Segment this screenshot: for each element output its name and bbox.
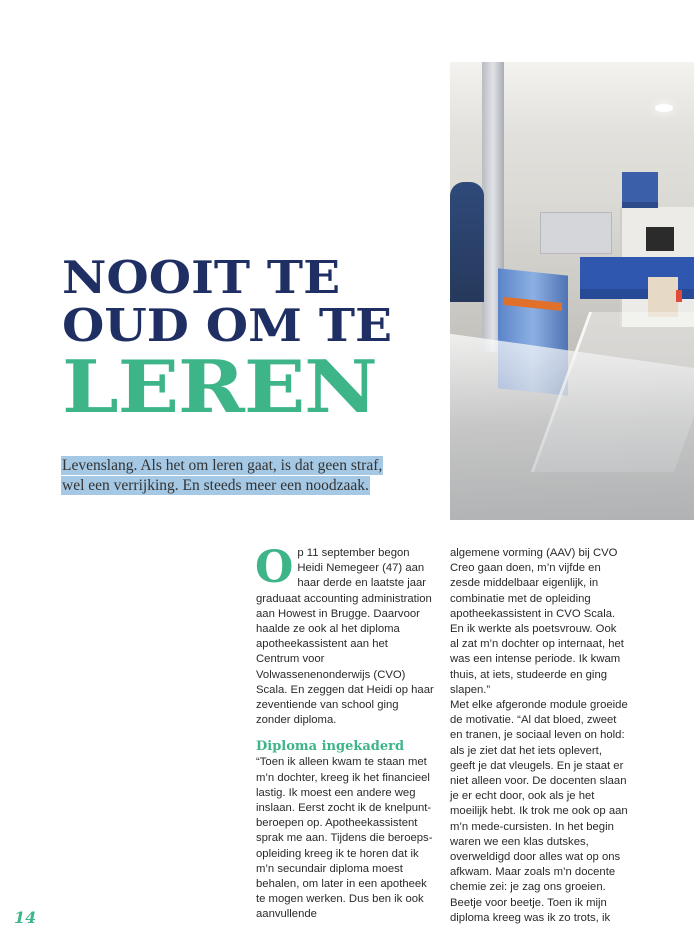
paragraph-3: algemene vorming (AAV) bij CVO Creo gaan doen, m’n vijfde en zesde middelbaar eigenlijk, in combinatie met de opleiding apotheekassistent in CVO Scala. En ik werkte als poetsvrouw. Ook al zat m’n dochter op internaat, het was een intense periode. Ik kwam thuis, at iets, studeerde en ging slapen.”: [450, 547, 624, 696]
photo-blue-crates: [622, 172, 658, 208]
pharmacy-photo: [450, 62, 694, 520]
paragraph-2: “Toen ik alleen kwam te staan met m’n dochter, kreeg ik het financieel lastig. Ik moest een andere weg inslaan. Eerst zocht ik de knelpunt-beroepen op. Apotheekassistent sprak me aan. Tijdens die beroeps-opleiding kreeg ik te horen dat ik m’n secundair diploma moest behalen, om later in een apotheek te mogen werken. Dus ben ik ook aanvullende: [256, 756, 433, 921]
paragraph-1-text: p 11 september begon Heidi Nemegeer (47) aan haar derde en laatste jaar graduaat accounting administration aan Howest in Brugge. Daarvoor haalde ze ook al het diploma apotheekassistent aan het Centrum voor Volwassenenonderwijs (CVO) Scala. En zeggen dat Heidi op haar zeventiende van school ging zonder diploma.: [256, 547, 434, 727]
headline-line-1: NOOIT TE: [62, 251, 341, 304]
photo-card: [648, 277, 678, 317]
headline: [62, 251, 393, 429]
photo-red-tag: [676, 290, 682, 302]
headline-line-3: LEREN: [62, 344, 377, 429]
paragraph-1: [255, 542, 434, 728]
subheading: Diploma ingekaderd: [256, 739, 405, 755]
article-column-2: [450, 546, 628, 926]
intro-text: Levenslang. Als het om leren gaat, is dat geen straf, wel een verrijking. En steeds meer een noodzaak.: [62, 457, 383, 494]
photo-box-stripe: [504, 297, 562, 311]
photo-ceiling-light: [655, 104, 673, 112]
drop-cap: O: [255, 542, 294, 593]
headline-line-2: OUD OM TE: [62, 299, 393, 352]
photo-person: [450, 182, 484, 302]
paragraph-4: Met elke afgeronde module groeide de motivatie. “Al dat bloed, zweet en tranen, je sociaal leven on hold: als je ziet dat het iets oplevert, geeft je dat vleugels. En je staat er niet alleen voor. De docenten slaan je er echt door, ook als je het moeilijk hebt. Ik trok me ook op aan m’n mede-cursisten. In het begin waren we een klas dutskes, overweldigd door alles wat op ons afkwam. Maar zoals m’n docente chemie zei: je zag ons groeien. Beetje voor beetje. Toen ik mijn diploma kreeg was ik zo trots, ik: [450, 699, 628, 924]
intro-lead: [61, 456, 397, 496]
page-number: 14: [14, 908, 37, 927]
photo-monitor: [646, 227, 674, 251]
article-column-1: [255, 542, 434, 923]
photo-printer: [540, 212, 612, 254]
